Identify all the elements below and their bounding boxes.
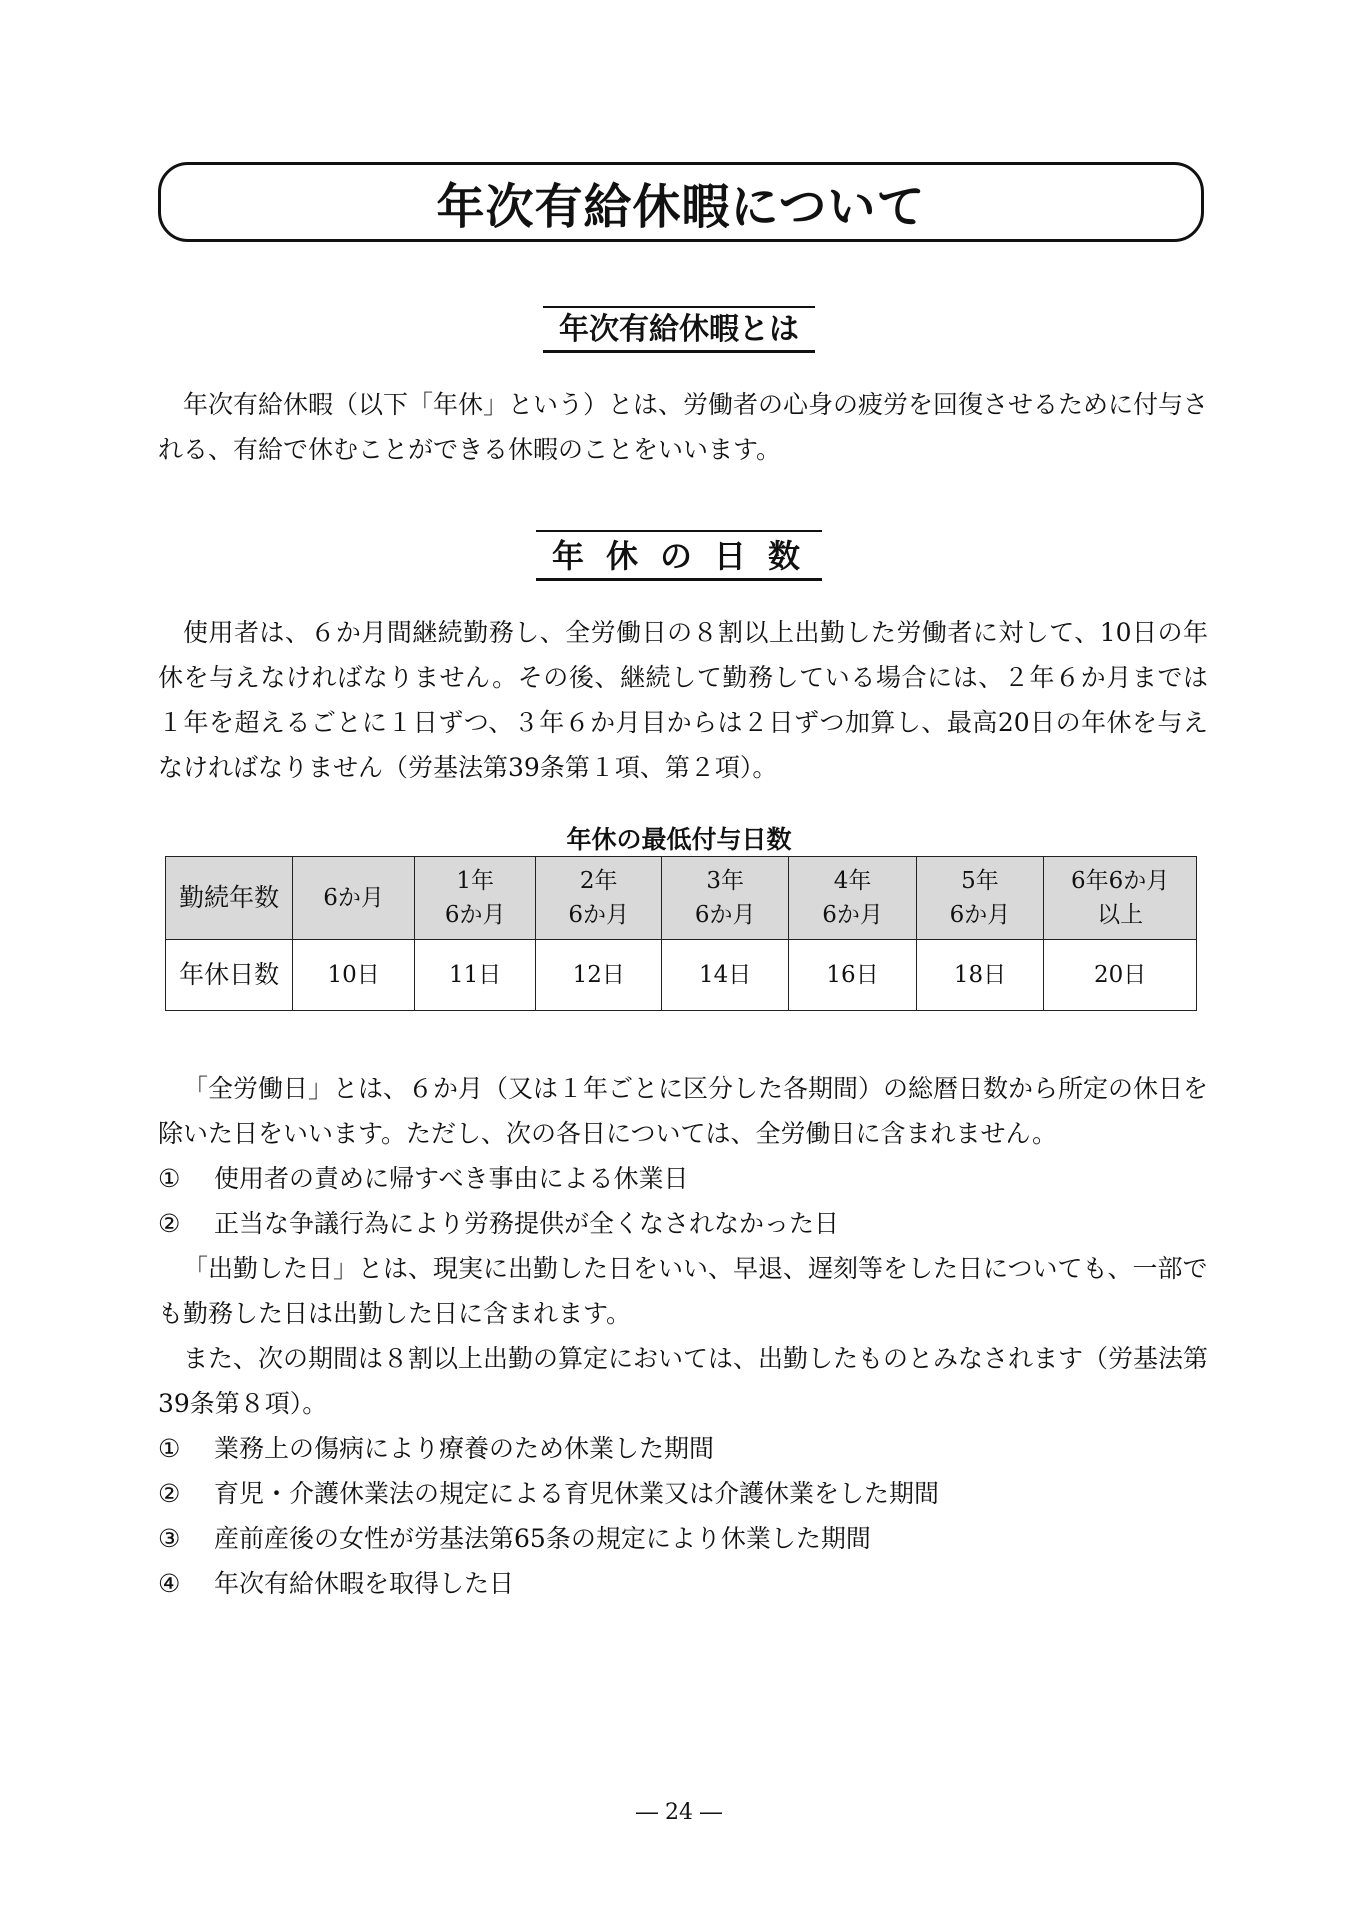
days-cell: 14日 [661, 940, 788, 1011]
years-cell [661, 857, 788, 940]
body-paragraph-all-working-days: 「全労働日」とは、６か月（又は１年ごとに区分した各期間）の総暦日数から所定の休日を除いた日をいいます。ただし、次の各日については、全労働日に含まれません。 [158, 1074, 1209, 1148]
list-number: ② [158, 1479, 181, 1508]
list-number: ③ [158, 1524, 181, 1553]
list-item [158, 1201, 1208, 1246]
years-line1: 1年 [456, 868, 494, 894]
list-item [158, 1471, 1208, 1516]
years-line2: 6か月 [444, 902, 506, 928]
years-cell [789, 857, 916, 940]
body-paragraph-deemed-attendance: また、次の期間は８割以上出勤の算定においては、出勤したものとみなされます（労基法第39条第８項）。 [158, 1344, 1209, 1418]
section2-paragraph: 使用者は、６か月間継続勤務し、全労働日の８割以上出勤した労働者に対して、10日の年休を与えなければなりません。その後、継続して勤務している場合には、２年６か月までは１年を超えるごとに１日ずつ、３年６か月目からは２日ずつ加算し、最高20日の年休を与えなければなりません（労基法第39条第１項、第２項）。 [158, 618, 1208, 782]
section-heading-days [0, 530, 1358, 581]
list-number: ① [158, 1434, 181, 1463]
years-line1: 3年 [706, 868, 744, 894]
list-text: 正当な争議行為により労務提供が全くなされなかった日 [214, 1209, 840, 1238]
years-line1: 6年6か月 [1070, 868, 1170, 894]
years-line1: 6か月 [323, 885, 384, 911]
years-line2: 6か月 [694, 902, 756, 928]
list-item [158, 1516, 1208, 1561]
table-row-years [166, 857, 1197, 940]
years-cell [916, 857, 1043, 940]
section-heading-text: 年休の日数 [536, 530, 822, 581]
days-cell: 18日 [916, 940, 1043, 1011]
list-text: 業務上の傷病により療養のため休業した期間 [214, 1434, 715, 1463]
page-number: ― 24 ― [636, 1800, 722, 1825]
list-item [158, 1156, 1208, 1201]
years-line1: 2年 [579, 868, 618, 894]
list-number: ② [158, 1209, 181, 1238]
list-text: 育児・介護休業法の規定による育児休業又は介護休業をした期間 [214, 1479, 940, 1508]
list-text: 年次有給休暇を取得した日 [214, 1569, 515, 1598]
days-cell: 20日 [1044, 940, 1197, 1011]
section-heading-text: 年次有給休暇とは [543, 306, 815, 353]
list-item [158, 1561, 1208, 1606]
years-line1: 5年 [961, 868, 999, 894]
section1-paragraph: 年次有給休暇（以下「年休」という）とは、労働者の心身の疲労を回復させるために付与される、有給で休むことができる休暇のことをいいます。 [158, 390, 1209, 464]
years-line2: 6か月 [822, 902, 883, 928]
list-text: 使用者の責めに帰すべき事由による休業日 [214, 1164, 689, 1193]
years-line2: 6か月 [949, 902, 1011, 928]
table-caption: 年休の最低付与日数 [566, 825, 792, 854]
list-number: ① [158, 1164, 181, 1193]
years-cell [536, 857, 661, 940]
years-line2: 6か月 [568, 902, 630, 928]
days-cell: 11日 [414, 940, 536, 1011]
row-label-days: 年休日数 [166, 940, 293, 1011]
years-line1: 4年 [833, 868, 872, 894]
days-cell: 10日 [293, 940, 415, 1011]
grant-days-table [165, 856, 1197, 1011]
years-cell [414, 857, 536, 940]
years-cell [1044, 857, 1197, 940]
days-cell: 16日 [789, 940, 916, 1011]
body-block [158, 1066, 1208, 1606]
section-heading-what-is [0, 306, 1358, 353]
page-title: 年次有給休暇について [436, 178, 926, 235]
list-number: ④ [158, 1569, 181, 1598]
table-row-days [166, 940, 1197, 1011]
body-paragraph-attended-days: 「出勤した日」とは、現実に出勤した日をいい、早退、遅刻等をした日についても、一部でも勤務した日は出勤した日に含まれます。 [158, 1254, 1208, 1328]
row-label-years: 勤続年数 [166, 857, 293, 940]
list-item [158, 1426, 1208, 1471]
days-cell: 12日 [536, 940, 661, 1011]
page-title-box [158, 162, 1204, 242]
years-cell [293, 857, 415, 940]
years-line2: 以上 [1097, 902, 1144, 928]
list-text: 産前産後の女性が労基法第65条の規定により休業した期間 [214, 1524, 871, 1553]
